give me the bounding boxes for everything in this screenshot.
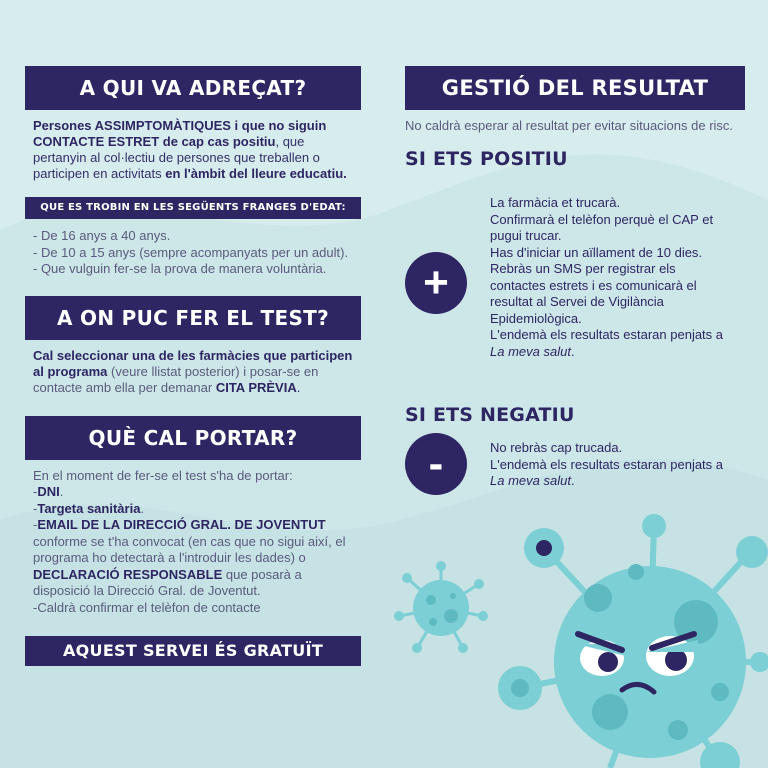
age-item: - Que vulguin fer-se la prova de manera voluntària. [33, 261, 327, 276]
age-item: - De 16 anys a 40 anys. [33, 228, 171, 243]
who-bold-1: Persones ASSIMPTOMÀTIQUES i que no siguin CONTACTE ESTRET de cap cas positiu [33, 118, 327, 149]
minus-icon: - [405, 433, 467, 495]
positive-last-pre: L'endemà els resultats estaran penjats a [490, 327, 724, 342]
where-bold-1: Cal seleccionar una de les farmàcies que participen al programa [33, 347, 353, 379]
bring-description [33, 468, 361, 617]
positive-line: La farmàcia et trucarà. [490, 195, 621, 210]
bring-heading: QUÈ CAL PORTAR? [25, 416, 361, 460]
negative-details [490, 440, 730, 490]
bring-dni: DNI [37, 484, 60, 499]
bring-targeta: Targeta sanitària [37, 500, 141, 516]
bring-targeta-line: -Targeta sanitària. [33, 500, 145, 516]
positive-details [490, 195, 730, 360]
plus-icon: + [405, 252, 467, 314]
bring-decl-rest: que posarà a disposició la Direcció Gral. de Joventut. [33, 566, 302, 598]
result-heading: GESTIÓ DEL RESULTAT [405, 66, 745, 110]
small-virus-illustration [393, 560, 489, 656]
negative-la-meva-salut: La meva salut [490, 473, 571, 488]
positive-la-meva-salut: La meva salut [490, 343, 571, 359]
positive-line: Confirmarà el telèfon perquè el CAP et pugui trucar. [490, 211, 714, 243]
bring-last: -Caldrà confirmar el telèfon de contacte [33, 599, 261, 615]
positive-last-post: . [570, 343, 575, 359]
bring-email-rest: conforme se t'ha convocat (en cas que no sigui així, el programa ho detectarà a l'introduir les dades) o [33, 533, 346, 565]
negative-line: No rebràs cap trucada. [490, 440, 623, 455]
who-rest: , que pertanyin al col·lectiu de persones que treballen o participen en activitats [33, 134, 320, 181]
ages-heading: QUE ES TROBIN EN LES SEGÜENTS FRANGES D'EDAT: [25, 197, 361, 219]
positive-line: Has d'iniciar un aïllament de 10 dies. [490, 244, 703, 260]
negative-last-line [490, 457, 730, 490]
free-service-banner: AQUEST SERVEI ÉS GRATUÏT [25, 636, 361, 666]
where-bold-2: CITA PRÈVIA [215, 379, 297, 395]
positive-heading: SI ETS POSITIU [405, 148, 568, 170]
ages-list [33, 228, 361, 278]
bring-intro: En el moment de fer-se el test s'ha de portar: [33, 467, 293, 483]
positive-last-line [490, 327, 730, 360]
bring-declaracio: DECLARACIÓ RESPONSABLE [33, 566, 223, 582]
age-item: - De 10 a 15 anys (sempre acompanyats per un adult). [33, 244, 349, 260]
who-description [33, 118, 357, 182]
large-virus-illustration [490, 512, 768, 768]
left-column [25, 66, 361, 666]
result-intro: No caldrà esperar al resultat per evitar situacions de risc. [405, 118, 734, 133]
who-bold-2: en l'àmbit del lleure educatiu. [165, 166, 347, 181]
positive-line: Rebràs un SMS per registrar els contactes estrets i es comunicarà el resultat al Servei de Vigilància Epidemiològica. [490, 261, 697, 326]
right-column [405, 66, 745, 170]
where-rest-1: (veure llistat posterior) i posar-se en contacte amb ella per demanar [33, 363, 319, 395]
who-heading: A QUI VA ADREÇAT? [25, 66, 361, 110]
negative-last-post: . [570, 473, 575, 488]
where-description [33, 348, 361, 396]
negative-heading: SI ETS NEGATIU [405, 404, 575, 426]
where-heading: A ON PUC FER EL TEST? [25, 296, 361, 340]
bring-dni-line: -DNI. [33, 484, 64, 499]
bring-email-line: -EMAIL DE LA DIRECCIÓ GRAL. DE JOVENTUT conforme se t'ha convocat (en cas que no sigui així, el programa ho detectarà a l'introduir les dades) o DECLARACIÓ RESPONSABLE que posarà a disposició la Direcció Gral. de Joventut. [33, 517, 346, 598]
where-rest-2: . [296, 379, 301, 395]
negative-last-pre: L'endemà els resultats estaran penjats a [490, 456, 724, 472]
bring-email: EMAIL DE LA DIRECCIÓ GRAL. DE JOVENTUT [37, 517, 326, 532]
